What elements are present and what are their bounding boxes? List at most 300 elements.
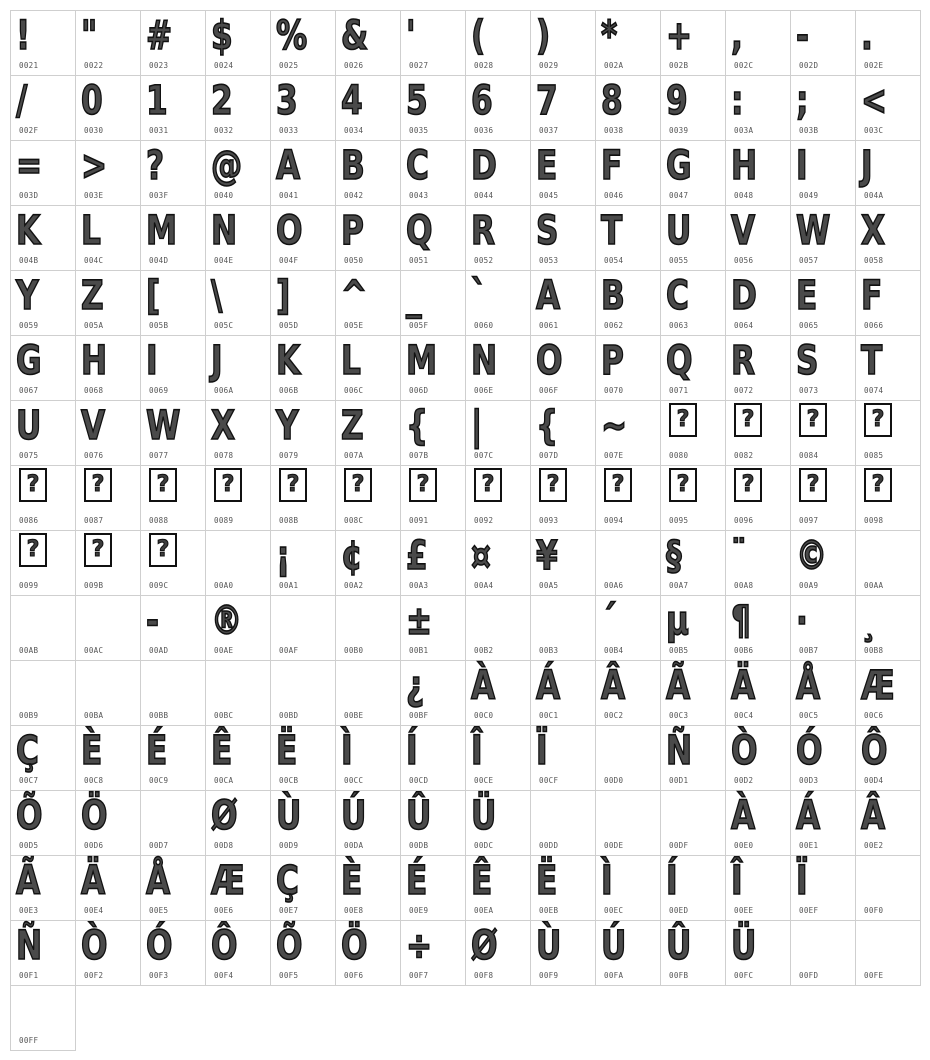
missing-glyph-box: ?: [214, 468, 242, 502]
glyph-code-label: 0096: [734, 516, 754, 525]
glyph-cell: [725, 400, 791, 466]
glyph-cell: [595, 855, 661, 921]
glyph-char: 0: [81, 78, 103, 124]
glyph-cell: [205, 10, 271, 76]
glyph-code-label: 0069: [149, 386, 169, 395]
glyph-cell: [205, 335, 271, 401]
glyph-cell: [855, 10, 921, 76]
glyph-char: Ù: [276, 793, 302, 839]
glyph-char: À: [731, 793, 756, 839]
glyph-char: F: [601, 143, 623, 189]
glyph-char: [146, 661, 190, 711]
glyph-char: Y: [276, 403, 299, 449]
glyph-code-label: 0053: [539, 256, 559, 265]
glyph-code-label: 0075: [19, 451, 39, 460]
glyph-cell: [660, 530, 726, 596]
missing-glyph-box: ?: [669, 468, 697, 502]
glyph-cell: [595, 725, 661, 791]
glyph-char: Î: [471, 728, 483, 774]
glyph-code-label: 00F2: [84, 971, 104, 980]
glyph-code-label: 004D: [149, 256, 169, 265]
missing-glyph-box: ?: [474, 468, 502, 502]
glyph-cell: [270, 205, 336, 271]
glyph-code-label: 0072: [734, 386, 754, 395]
glyph-char: É: [406, 858, 428, 904]
glyph-char: @: [211, 143, 243, 189]
glyph-code-label: 003F: [149, 191, 169, 200]
glyph-cell: [75, 75, 141, 141]
glyph-code-label: 00F5: [279, 971, 299, 980]
glyph-code-label: 00D0: [604, 776, 624, 785]
glyph-cell: [595, 335, 661, 401]
glyph-char: Ô: [861, 728, 888, 774]
glyph-char: N: [211, 208, 238, 254]
glyph-char: <: [861, 78, 888, 124]
glyph-cell: [205, 920, 271, 986]
glyph-cell: [660, 660, 726, 726]
glyph-cell: [10, 660, 76, 726]
glyph-code-label: 00CF: [539, 776, 559, 785]
glyph-code-label: 00C8: [84, 776, 104, 785]
glyph-cell: [790, 920, 856, 986]
glyph-cell: [465, 335, 531, 401]
glyph-cell: [530, 140, 596, 206]
glyph-code-label: 0038: [604, 126, 624, 135]
glyph-cell: [75, 140, 141, 206]
glyph-cell: [140, 205, 206, 271]
glyph-code-label: 0048: [734, 191, 754, 200]
glyph-code-label: 00F4: [214, 971, 234, 980]
glyph-char: 6: [471, 78, 493, 124]
glyph-char: ?: [146, 143, 165, 189]
glyph-char: Ö: [81, 793, 108, 839]
glyph-char: O: [536, 338, 563, 384]
glyph-code-label: 0068: [84, 386, 104, 395]
glyph-code-label: 0058: [864, 256, 884, 265]
glyph-code-label: 0066: [864, 321, 884, 330]
glyph-code-label: 009B: [84, 581, 104, 590]
glyph-code-label: 00FB: [669, 971, 689, 980]
glyph-code-label: 003C: [864, 126, 884, 135]
glyph-code-label: 005B: [149, 321, 169, 330]
glyph-cell: [75, 400, 141, 466]
glyph-code-label: 0031: [149, 126, 169, 135]
glyph-char: J: [211, 338, 223, 384]
glyph-char: [276, 596, 320, 646]
glyph-cell: [270, 790, 336, 856]
glyph-cell: [205, 725, 271, 791]
glyph-char: Ã: [16, 858, 41, 904]
glyph-char: M: [146, 208, 178, 254]
glyph-cell: [465, 205, 531, 271]
glyph-code-label: 00B1: [409, 646, 429, 655]
glyph-cell: [400, 660, 466, 726]
glyph-code-label: 005E: [344, 321, 364, 330]
glyph-code-label: 007B: [409, 451, 429, 460]
glyph-char: V: [81, 403, 106, 449]
glyph-cell: [790, 595, 856, 661]
glyph-cell: [790, 790, 856, 856]
glyph-code-label: 00DE: [604, 841, 624, 850]
glyph-char: ¶: [731, 598, 751, 644]
glyph-code-label: 0086: [19, 516, 39, 525]
missing-glyph-box: ?: [604, 468, 632, 502]
glyph-code-label: 0029: [539, 61, 559, 70]
glyph-code-label: 00CD: [409, 776, 429, 785]
glyph-code-label: 0079: [279, 451, 299, 460]
glyph-char: ¢: [341, 533, 363, 579]
glyph-cell: [270, 335, 336, 401]
glyph-char: Ú: [601, 923, 627, 969]
glyph-code-label: 0097: [799, 516, 819, 525]
glyph-cell: [75, 335, 141, 401]
glyph-cell: [10, 530, 76, 596]
glyph-char: Ò: [81, 923, 108, 969]
glyph-cell: [725, 660, 791, 726]
glyph-char: ÷: [406, 923, 433, 969]
glyph-cell: [660, 335, 726, 401]
glyph-cell: [335, 790, 401, 856]
glyph-char: [16, 661, 60, 711]
glyph-cell: [790, 725, 856, 791]
glyph-char: [341, 661, 385, 711]
glyph-cell: [205, 855, 271, 921]
glyph-code-label: 00E1: [799, 841, 819, 850]
glyph-grid: [10, 10, 920, 1050]
glyph-code-label: 0023: [149, 61, 169, 70]
glyph-char: I: [796, 143, 808, 189]
glyph-code-label: 00A8: [734, 581, 754, 590]
glyph-char: Ü: [471, 793, 497, 839]
glyph-char: {: [406, 403, 429, 449]
glyph-cell: [270, 530, 336, 596]
glyph-char: Ü: [731, 923, 757, 969]
glyph-cell: [790, 10, 856, 76]
glyph-cell: [855, 595, 921, 661]
glyph-char: [861, 921, 905, 971]
missing-glyph-box: ?: [799, 468, 827, 502]
glyph-char: ': [406, 13, 416, 59]
glyph-char: Ã: [666, 663, 691, 709]
glyph-code-label: 003E: [84, 191, 104, 200]
glyph-char: [16, 596, 60, 646]
glyph-char: .: [861, 13, 873, 59]
glyph-cell: [465, 75, 531, 141]
glyph-cell: [660, 75, 726, 141]
glyph-code-label: 002D: [799, 61, 819, 70]
glyph-char: §: [666, 533, 682, 579]
glyph-code-label: 006F: [539, 386, 559, 395]
glyph-code-label: 00EE: [734, 906, 754, 915]
glyph-code-label: 0037: [539, 126, 559, 135]
glyph-cell: [335, 335, 401, 401]
glyph-char: \: [211, 273, 223, 319]
glyph-cell: [400, 790, 466, 856]
glyph-code-label: 008B: [279, 516, 299, 525]
glyph-cell: [725, 465, 791, 531]
glyph-cell: [465, 920, 531, 986]
glyph-code-label: 006D: [409, 386, 429, 395]
glyph-cell: [335, 270, 401, 336]
glyph-char: Û: [406, 793, 432, 839]
glyph-code-label: 0098: [864, 516, 884, 525]
glyph-char: Ì: [341, 728, 353, 774]
missing-glyph-box: ?: [344, 468, 372, 502]
glyph-code-label: 0085: [864, 451, 884, 460]
glyph-char: P: [341, 208, 364, 254]
glyph-char: ±: [406, 598, 433, 644]
glyph-cell: [855, 270, 921, 336]
glyph-code-label: 00EA: [474, 906, 494, 915]
glyph-code-label: 005F: [409, 321, 429, 330]
glyph-char: Ø: [211, 793, 238, 839]
glyph-code-label: 0094: [604, 516, 624, 525]
glyph-code-label: 00C1: [539, 711, 559, 720]
glyph-char: Q: [406, 208, 433, 254]
glyph-cell: [10, 140, 76, 206]
glyph-char: D: [731, 273, 757, 319]
glyph-cell: [855, 75, 921, 141]
glyph-cell: [595, 75, 661, 141]
missing-glyph-box: ?: [19, 533, 47, 567]
glyph-cell: [205, 530, 271, 596]
glyph-cell: [660, 595, 726, 661]
glyph-char: [536, 596, 580, 646]
glyph-code-label: 00BF: [409, 711, 429, 720]
glyph-char: S: [796, 338, 819, 384]
glyph-code-label: 0091: [409, 516, 429, 525]
glyph-code-label: 00A7: [669, 581, 689, 590]
glyph-cell: [465, 855, 531, 921]
glyph-code-label: 00AD: [149, 646, 169, 655]
glyph-cell: [10, 400, 76, 466]
glyph-cell: [205, 140, 271, 206]
glyph-char: Ò: [731, 728, 758, 774]
glyph-code-label: 00ED: [669, 906, 689, 915]
glyph-code-label: 00DD: [539, 841, 559, 850]
glyph-cell: [270, 595, 336, 661]
missing-glyph-box: ?: [799, 403, 827, 437]
glyph-char: H: [731, 143, 758, 189]
glyph-char: J: [861, 143, 873, 189]
glyph-code-label: 0025: [279, 61, 299, 70]
glyph-code-label: 00C0: [474, 711, 494, 720]
glyph-code-label: 006A: [214, 386, 234, 395]
glyph-code-label: 006C: [344, 386, 364, 395]
glyph-char: M: [406, 338, 438, 384]
glyph-code-label: 0073: [799, 386, 819, 395]
glyph-code-label: 0080: [669, 451, 689, 460]
glyph-code-label: 004A: [864, 191, 884, 200]
glyph-code-label: 0032: [214, 126, 234, 135]
glyph-char: Á: [796, 793, 821, 839]
glyph-code-label: 0088: [149, 516, 169, 525]
glyph-char: ®: [211, 598, 243, 644]
glyph-code-label: 0089: [214, 516, 234, 525]
glyph-char: ¤: [471, 533, 491, 579]
glyph-cell: [140, 270, 206, 336]
glyph-code-label: 003D: [19, 191, 39, 200]
glyph-cell: [270, 920, 336, 986]
glyph-cell: [855, 530, 921, 596]
glyph-code-label: 00A6: [604, 581, 624, 590]
glyph-cell: [660, 790, 726, 856]
glyph-code-label: 0065: [799, 321, 819, 330]
glyph-cell: [140, 660, 206, 726]
glyph-code-label: 0071: [669, 386, 689, 395]
glyph-cell: [75, 10, 141, 76]
glyph-code-label: 005D: [279, 321, 299, 330]
glyph-char: C: [666, 273, 689, 319]
glyph-char: [146, 791, 190, 841]
glyph-cell: [530, 920, 596, 986]
glyph-code-label: 00CE: [474, 776, 494, 785]
glyph-code-label: 002C: [734, 61, 754, 70]
glyph-code-label: 0035: [409, 126, 429, 135]
glyph-char: +: [666, 13, 693, 59]
glyph-char: Ê: [211, 728, 233, 774]
glyph-code-label: 00DA: [344, 841, 364, 850]
glyph-code-label: 0061: [539, 321, 559, 330]
glyph-char: *: [601, 13, 618, 59]
glyph-code-label: 00EB: [539, 906, 559, 915]
glyph-code-label: 004C: [84, 256, 104, 265]
glyph-char: [81, 661, 125, 711]
glyph-code-label: 0087: [84, 516, 104, 525]
glyph-char: /: [16, 78, 28, 124]
glyph-cell: [595, 465, 661, 531]
glyph-code-label: 0041: [279, 191, 299, 200]
glyph-cell: [270, 270, 336, 336]
glyph-code-label: 00FD: [799, 971, 819, 980]
glyph-char: Y: [16, 273, 39, 319]
glyph-cell: [660, 400, 726, 466]
glyph-cell: [400, 335, 466, 401]
glyph-cell: [400, 530, 466, 596]
glyph-code-label: 00DF: [669, 841, 689, 850]
glyph-code-label: 00C5: [799, 711, 819, 720]
glyph-cell: [855, 725, 921, 791]
glyph-code-label: 006E: [474, 386, 494, 395]
glyph-char: Ê: [471, 858, 493, 904]
glyph-char: &: [341, 13, 369, 59]
glyph-cell: [790, 855, 856, 921]
glyph-char: G: [666, 143, 692, 189]
glyph-char: ,: [731, 13, 743, 59]
glyph-code-label: 005A: [84, 321, 104, 330]
glyph-char: =: [16, 143, 43, 189]
glyph-char: >: [81, 143, 108, 189]
glyph-char: [861, 856, 905, 906]
glyph-cell: [660, 270, 726, 336]
glyph-cell: [855, 790, 921, 856]
glyph-cell: [595, 530, 661, 596]
glyph-cell: [270, 725, 336, 791]
glyph-char: K: [276, 338, 301, 384]
glyph-cell: [530, 790, 596, 856]
glyph-char: Ô: [211, 923, 238, 969]
glyph-cell: [140, 725, 206, 791]
glyph-char: [861, 531, 905, 581]
glyph-code-label: 00F3: [149, 971, 169, 980]
glyph-cell: [335, 725, 401, 791]
glyph-cell: [725, 205, 791, 271]
glyph-char: Á: [536, 663, 561, 709]
glyph-code-label: 0039: [669, 126, 689, 135]
glyph-char: É: [146, 728, 168, 774]
glyph-code-label: 003A: [734, 126, 754, 135]
glyph-cell: [530, 10, 596, 76]
glyph-code-label: 00E6: [214, 906, 234, 915]
glyph-char: 7: [536, 78, 558, 124]
glyph-code-label: 0059: [19, 321, 39, 330]
glyph-cell: [790, 465, 856, 531]
glyph-char: 1: [146, 78, 168, 124]
glyph-code-label: 0034: [344, 126, 364, 135]
glyph-char: [601, 726, 645, 776]
glyph-code-label: 0067: [19, 386, 39, 395]
glyph-char: [471, 596, 515, 646]
glyph-code-label: 0022: [84, 61, 104, 70]
glyph-code-label: 00D1: [669, 776, 689, 785]
glyph-char: ¥: [536, 533, 558, 579]
glyph-char: H: [81, 338, 108, 384]
glyph-code-label: 00F0: [864, 906, 884, 915]
glyph-cell: [140, 75, 206, 141]
glyph-char: [341, 596, 385, 646]
missing-glyph-box: ?: [84, 468, 112, 502]
glyph-code-label: 00A2: [344, 581, 364, 590]
glyph-cell: [335, 920, 401, 986]
glyph-char: Ë: [536, 858, 558, 904]
glyph-cell: [465, 660, 531, 726]
glyph-cell: [465, 270, 531, 336]
glyph-code-label: 007A: [344, 451, 364, 460]
glyph-char: [666, 791, 710, 841]
glyph-code-label: 0062: [604, 321, 624, 330]
glyph-cell: [725, 855, 791, 921]
glyph-code-label: 00E5: [149, 906, 169, 915]
glyph-cell: [725, 270, 791, 336]
glyph-cell: [725, 725, 791, 791]
glyph-cell: [790, 400, 856, 466]
glyph-cell: [10, 790, 76, 856]
glyph-code-label: 00E8: [344, 906, 364, 915]
glyph-code-label: 0024: [214, 61, 234, 70]
glyph-cell: [530, 335, 596, 401]
glyph-char: [16, 986, 60, 1036]
glyph-char: L: [81, 208, 101, 254]
glyph-code-label: 00D7: [149, 841, 169, 850]
glyph-cell: [10, 465, 76, 531]
glyph-char: Í: [406, 728, 418, 774]
glyph-cell: [855, 660, 921, 726]
glyph-code-label: 0045: [539, 191, 559, 200]
glyph-code-label: 009C: [149, 581, 169, 590]
glyph-cell: [855, 400, 921, 466]
glyph-char: ¿: [406, 663, 425, 709]
glyph-cell: [595, 920, 661, 986]
glyph-char: ;: [796, 78, 809, 124]
glyph-code-label: 00DC: [474, 841, 494, 850]
glyph-code-label: 004E: [214, 256, 234, 265]
glyph-code-label: 00C2: [604, 711, 624, 720]
glyph-cell: [530, 205, 596, 271]
glyph-char: £: [406, 533, 428, 579]
glyph-char: Ñ: [666, 728, 693, 774]
glyph-code-label: 00FC: [734, 971, 754, 980]
glyph-cell: [595, 10, 661, 76]
